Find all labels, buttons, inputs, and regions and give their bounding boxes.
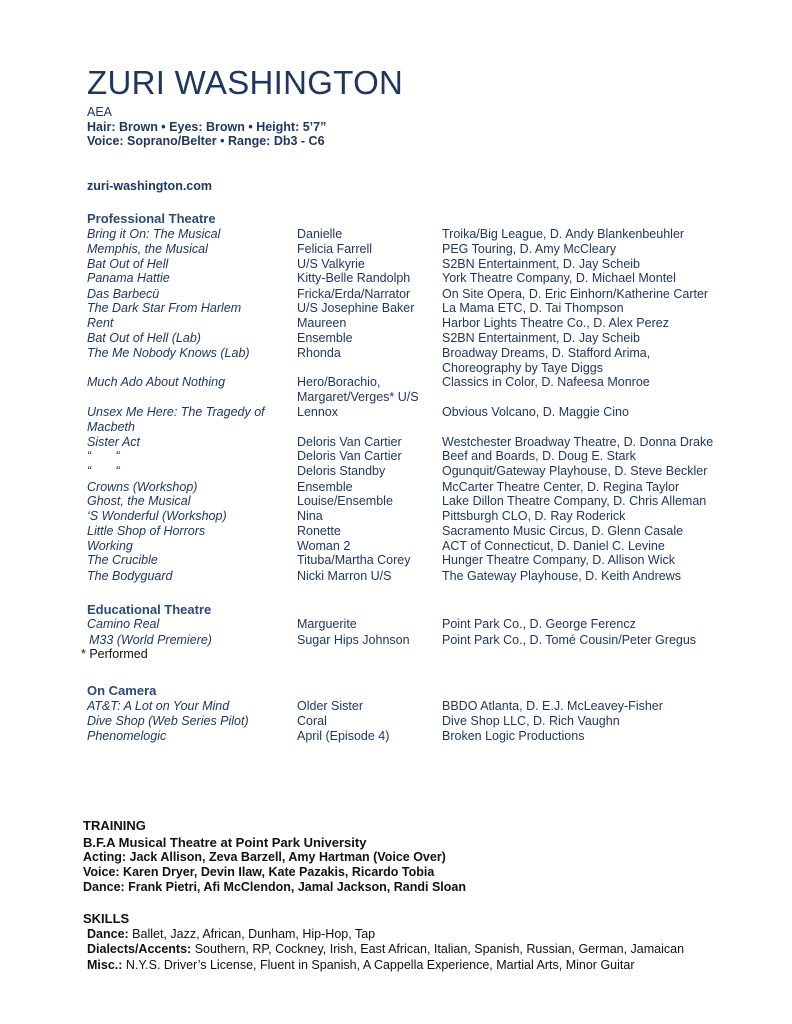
section-title-camera: On Camera xyxy=(87,683,157,698)
company: Ogunquit/Gateway Playhouse, D. Steve Beckler xyxy=(442,464,708,478)
section-title-skills: SKILLS xyxy=(83,911,130,926)
company: S2BN Entertainment, D. Jay Scheib xyxy=(442,331,641,345)
role: Tituba/Martha Corey xyxy=(297,553,411,567)
show-title: Bat Out of Hell (Lab) xyxy=(87,331,201,345)
role: Deloris Standby xyxy=(297,464,386,478)
role: Sugar Hips Johnson xyxy=(297,633,410,647)
show-title: Sister Act xyxy=(87,435,141,449)
company: Dive Shop LLC, D. Rich Vaughn xyxy=(442,714,620,728)
show-title: The Me Nobody Knows (Lab) xyxy=(87,346,250,360)
training-acting: Acting: Jack Allison, Zeva Barzell, Amy Hartman (Voice Over) xyxy=(83,850,446,864)
role: Ensemble xyxy=(297,480,353,494)
show-title: Panama Hattie xyxy=(87,271,170,285)
company: Harbor Lights Theatre Co., D. Alex Perez xyxy=(442,316,669,330)
show-title: “ “ xyxy=(87,449,120,463)
show-title: Unsex Me Here: The Tragedy of xyxy=(87,405,265,419)
performed-footnote: * Performed xyxy=(81,647,148,661)
company: Broadway Dreams, D. Stafford Arima, xyxy=(442,346,651,360)
role: Fricka/Erda/Narrator xyxy=(297,287,411,301)
show-title: Little Shop of Horrors xyxy=(87,524,206,538)
company: Lake Dillon Theatre Company, D. Chris Alleman xyxy=(442,494,707,508)
show-title: “ “ xyxy=(87,464,120,478)
role: Woman 2 xyxy=(297,539,351,553)
role: Ronette xyxy=(297,524,341,538)
role: Deloris Van Cartier xyxy=(297,435,402,449)
physical-stats: Hair: Brown • Eyes: Brown • Height: 5’7” xyxy=(87,120,327,134)
company: Classics in Color, D. Nafeesa Monroe xyxy=(442,375,650,389)
section-title-professional: Professional Theatre xyxy=(87,211,216,226)
show-title: Ghost, the Musical xyxy=(87,494,191,508)
company: Point Park Co., D. George Ferencz xyxy=(442,617,636,631)
company: McCarter Theatre Center, D. Regina Taylor xyxy=(442,480,680,494)
skill-line-dance xyxy=(87,927,375,941)
company: On Site Opera, D. Eric Einhorn/Katherine Carter xyxy=(442,287,709,301)
company: PEG Touring, D. Amy McCleary xyxy=(442,242,617,256)
role: Deloris Van Cartier xyxy=(297,449,402,463)
company: Broken Logic Productions xyxy=(442,729,585,743)
role: Nicki Marron U/S xyxy=(297,569,392,583)
resume-name: ZURI WASHINGTON xyxy=(87,64,404,101)
role: April (Episode 4) xyxy=(297,729,390,743)
skill-value: Southern, RP, Cockney, Irish, East African, Italian, Spanish, Russian, German, Jamaican xyxy=(191,942,685,956)
company: Westchester Broadway Theatre, D. Donna Drake xyxy=(442,435,714,449)
role: Marguerite xyxy=(297,617,357,631)
show-title: The Dark Star From Harlem xyxy=(87,301,242,315)
show-title: Camino Real xyxy=(87,617,160,631)
company: Troika/Big League, D. Andy Blankenbeuhler xyxy=(442,227,685,241)
company: Hunger Theatre Company, D. Allison Wick xyxy=(442,553,675,567)
show-title: Memphis, the Musical xyxy=(87,242,208,256)
voice-range: Voice: Soprano/Belter • Range: Db3 - C6 xyxy=(87,134,325,148)
role: Danielle xyxy=(297,227,343,241)
company: Obvious Volcano, D. Maggie Cino xyxy=(442,405,629,419)
union-affiliation: AEA xyxy=(87,105,113,119)
show-title: The Crucible xyxy=(87,553,158,567)
role: Hero/Borachio, xyxy=(297,375,381,389)
skill-label: Dialects/Accents: xyxy=(87,942,192,956)
training-degree: B.F.A Musical Theatre at Point Park University xyxy=(83,835,367,850)
show-title: Phenomelogic xyxy=(87,729,167,743)
company: ACT of Connecticut, D. Daniel C. Levine xyxy=(442,539,665,553)
role: Coral xyxy=(297,714,327,728)
role-continued: Margaret/Verges* U/S xyxy=(297,389,419,404)
company: Sacramento Music Circus, D. Glenn Casale xyxy=(442,524,684,538)
role: Nina xyxy=(297,509,323,523)
role: U/S Josephine Baker xyxy=(297,301,415,315)
company: BBDO Atlanta, D. E.J. McLeavey-Fisher xyxy=(442,699,663,713)
company: S2BN Entertainment, D. Jay Scheib xyxy=(442,257,641,271)
role: Louise/Ensemble xyxy=(297,494,393,508)
role: Rhonda xyxy=(297,346,341,360)
company: York Theatre Company, D. Michael Montel xyxy=(442,271,676,285)
show-title: Bat Out of Hell xyxy=(87,257,169,271)
company: Beef and Boards, D. Doug E. Stark xyxy=(442,449,636,463)
role: Kitty-Belle Randolph xyxy=(297,271,411,285)
role: Felicia Farrell xyxy=(297,242,373,256)
skill-label: Misc.: xyxy=(87,958,123,972)
show-title: Rent xyxy=(87,316,114,330)
skill-value: N.Y.S. Driver’s License, Fluent in Spanish, A Cappella Experience, Martial Arts, Minor Guitar xyxy=(122,958,635,972)
training-dance: Dance: Frank Pietri, Afi McClendon, Jamal Jackson, Randi Sloan xyxy=(83,880,466,894)
company: La Mama ETC, D. Tai Thompson xyxy=(442,301,624,315)
show-title-continued: Macbeth xyxy=(87,419,135,434)
company: Point Park Co., D. Tomé Cousin/Peter Gregus xyxy=(442,633,697,647)
role: U/S Valkyrie xyxy=(297,257,365,271)
show-title: Das Barbecü xyxy=(87,287,160,301)
role: Maureen xyxy=(297,316,347,330)
show-title: AT&T: A Lot on Your Mind xyxy=(87,699,230,713)
show-title: Much Ado About Nothing xyxy=(87,375,226,389)
skill-line-dialects xyxy=(87,942,684,956)
section-title-training: TRAINING xyxy=(83,818,146,833)
show-title: ‘S Wonderful (Workshop) xyxy=(87,509,227,523)
company: The Gateway Playhouse, D. Keith Andrews xyxy=(442,569,682,583)
show-title: M33 (World Premiere) xyxy=(89,633,212,647)
role: Lennox xyxy=(297,405,339,419)
show-title: Crowns (Workshop) xyxy=(87,480,198,494)
website-link[interactable]: zuri-washington.com xyxy=(87,179,212,193)
training-voice: Voice: Karen Dryer, Devin Ilaw, Kate Pazakis, Ricardo Tobia xyxy=(83,865,435,879)
section-title-educational: Educational Theatre xyxy=(87,602,212,617)
skill-line-misc xyxy=(87,958,634,972)
skill-value: Ballet, Jazz, African, Dunham, Hip-Hop, Tap xyxy=(128,927,376,941)
show-title: The Bodyguard xyxy=(87,569,173,583)
role: Older Sister xyxy=(297,699,363,713)
company: Pittsburgh CLO, D. Ray Roderick xyxy=(442,509,626,523)
show-title: Working xyxy=(87,539,133,553)
show-title: Bring it On: The Musical xyxy=(87,227,221,241)
show-title: Dive Shop (Web Series Pilot) xyxy=(87,714,249,728)
skill-label: Dance: xyxy=(87,927,129,941)
role: Ensemble xyxy=(297,331,353,345)
company-continued: Choreography by Taye Diggs xyxy=(442,360,603,375)
